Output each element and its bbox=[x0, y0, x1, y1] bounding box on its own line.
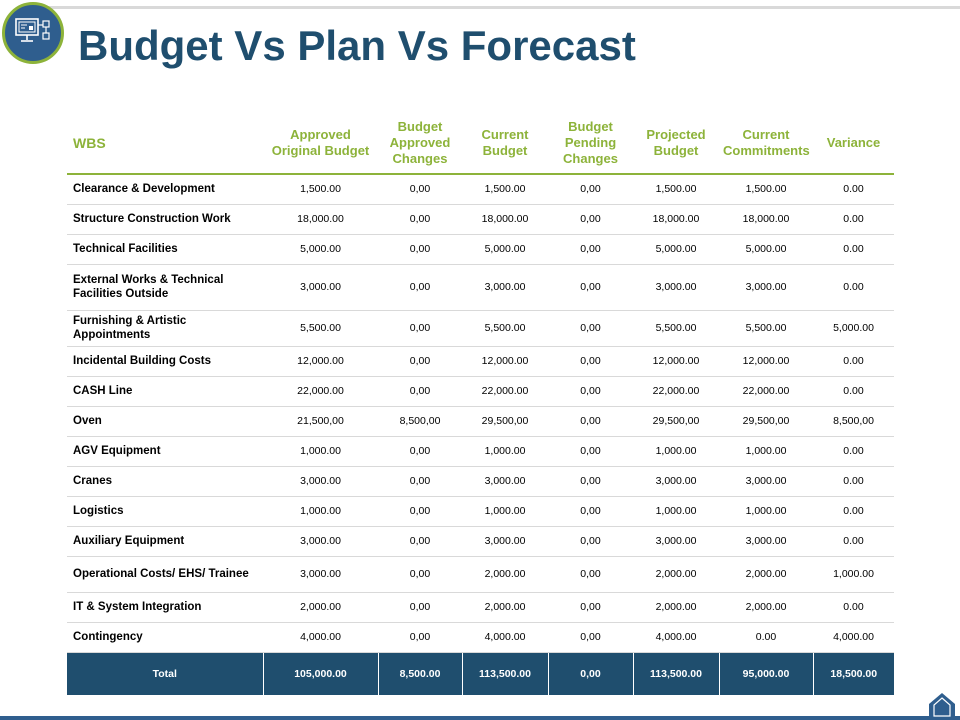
table-cell: 1,000.00 bbox=[813, 556, 894, 592]
wbs-item-name: Cranes bbox=[67, 466, 263, 496]
wbs-item-name: Structure Construction Work bbox=[67, 204, 263, 234]
table-cell: 1,000.00 bbox=[263, 436, 378, 466]
table-cell: 0,00 bbox=[378, 556, 462, 592]
total-cell: 0,00 bbox=[548, 652, 633, 695]
table-cell: 4,000.00 bbox=[263, 622, 378, 652]
table-cell: 2,000.00 bbox=[719, 556, 813, 592]
table-cell: 5,500.00 bbox=[462, 310, 548, 346]
table-cell: 5,000.00 bbox=[263, 234, 378, 264]
table-cell: 29,500,00 bbox=[462, 406, 548, 436]
table-cell: 1,000.00 bbox=[263, 496, 378, 526]
total-cell: 95,000.00 bbox=[719, 652, 813, 695]
table-cell: 0.00 bbox=[813, 346, 894, 376]
table-cell: 1,500.00 bbox=[719, 174, 813, 204]
wbs-item-name: CASH Line bbox=[67, 376, 263, 406]
wbs-item-name: IT & System Integration bbox=[67, 592, 263, 622]
table-cell: 2,000.00 bbox=[633, 592, 719, 622]
table-row bbox=[67, 406, 894, 436]
table-cell: 1,000.00 bbox=[633, 436, 719, 466]
page-title: Budget Vs Plan Vs Forecast bbox=[78, 22, 636, 69]
table-cell: 4,000.00 bbox=[813, 622, 894, 652]
table-cell: 0.00 bbox=[813, 496, 894, 526]
table-cell: 3,000.00 bbox=[462, 264, 548, 310]
table-cell: 2,000.00 bbox=[462, 592, 548, 622]
table-cell: 3,000.00 bbox=[719, 264, 813, 310]
wbs-item-name: Contingency bbox=[67, 622, 263, 652]
top-divider bbox=[40, 6, 960, 9]
table-cell: 3,000.00 bbox=[633, 264, 719, 310]
table-cell: 0,00 bbox=[378, 376, 462, 406]
table-row bbox=[67, 592, 894, 622]
table-row bbox=[67, 264, 894, 310]
table-cell: 0,00 bbox=[378, 526, 462, 556]
total-row bbox=[67, 652, 894, 695]
table-cell: 0,00 bbox=[378, 234, 462, 264]
table-cell: 4,000.00 bbox=[462, 622, 548, 652]
table-row bbox=[67, 376, 894, 406]
table-cell: 21,500,00 bbox=[263, 406, 378, 436]
wbs-item-name: Oven bbox=[67, 406, 263, 436]
table-row bbox=[67, 234, 894, 264]
table-cell: 12,000.00 bbox=[633, 346, 719, 376]
table-cell: 2,000.00 bbox=[462, 556, 548, 592]
table-cell: 0.00 bbox=[813, 264, 894, 310]
table-cell: 1,500.00 bbox=[263, 174, 378, 204]
table-cell: 5,000.00 bbox=[462, 234, 548, 264]
home-icon[interactable] bbox=[928, 692, 956, 720]
table-row bbox=[67, 436, 894, 466]
table-cell: 0,00 bbox=[378, 466, 462, 496]
table-cell: 0,00 bbox=[548, 592, 633, 622]
table-cell: 0,00 bbox=[548, 174, 633, 204]
table-cell: 0.00 bbox=[813, 204, 894, 234]
column-header: WBS bbox=[67, 113, 263, 174]
table-cell: 8,500,00 bbox=[378, 406, 462, 436]
table-cell: 0.00 bbox=[813, 592, 894, 622]
table-cell: 3,000.00 bbox=[263, 556, 378, 592]
table-cell: 5,500.00 bbox=[719, 310, 813, 346]
table-row bbox=[67, 204, 894, 234]
table-cell: 1,500.00 bbox=[462, 174, 548, 204]
table-row bbox=[67, 496, 894, 526]
table-cell: 22,000.00 bbox=[633, 376, 719, 406]
table-cell: 5,500.00 bbox=[633, 310, 719, 346]
table-cell: 0,00 bbox=[378, 436, 462, 466]
column-header: Current Commitments bbox=[719, 113, 813, 174]
table-cell: 29,500,00 bbox=[719, 406, 813, 436]
total-cell: 113,500.00 bbox=[462, 652, 548, 695]
column-header: Variance bbox=[813, 113, 894, 174]
table-cell: 0,00 bbox=[378, 346, 462, 376]
table-cell: 3,000.00 bbox=[263, 526, 378, 556]
table-cell: 0,00 bbox=[378, 174, 462, 204]
table-cell: 3,000.00 bbox=[633, 466, 719, 496]
table-cell: 12,000.00 bbox=[263, 346, 378, 376]
wbs-item-name: Technical Facilities bbox=[67, 234, 263, 264]
wbs-item-name: AGV Equipment bbox=[67, 436, 263, 466]
table-cell: 22,000.00 bbox=[263, 376, 378, 406]
table-cell: 0,00 bbox=[548, 496, 633, 526]
total-cell: 18,500.00 bbox=[813, 652, 894, 695]
column-header: Budget Approved Changes bbox=[378, 113, 462, 174]
table-cell: 2,000.00 bbox=[263, 592, 378, 622]
table-cell: 0.00 bbox=[813, 376, 894, 406]
table-cell: 2,000.00 bbox=[719, 592, 813, 622]
table-row bbox=[67, 346, 894, 376]
table-cell: 18,000.00 bbox=[462, 204, 548, 234]
table-cell: 0,00 bbox=[548, 466, 633, 496]
column-header: Projected Budget bbox=[633, 113, 719, 174]
total-cell: 105,000.00 bbox=[263, 652, 378, 695]
table-cell: 4,000.00 bbox=[633, 622, 719, 652]
table-cell: 0,00 bbox=[548, 526, 633, 556]
table-cell: 18,000.00 bbox=[719, 204, 813, 234]
table-cell: 0,00 bbox=[548, 622, 633, 652]
table-cell: 0,00 bbox=[548, 234, 633, 264]
table-cell: 29,500,00 bbox=[633, 406, 719, 436]
table-cell: 1,000.00 bbox=[719, 436, 813, 466]
table-cell: 0,00 bbox=[548, 436, 633, 466]
table-cell: 0.00 bbox=[719, 622, 813, 652]
wbs-item-name: Logistics bbox=[67, 496, 263, 526]
table-cell: 0.00 bbox=[813, 466, 894, 496]
table-cell: 5,500.00 bbox=[263, 310, 378, 346]
table-cell: 0,00 bbox=[378, 204, 462, 234]
table-cell: 0,00 bbox=[548, 556, 633, 592]
column-header: Budget Pending Changes bbox=[548, 113, 633, 174]
table-cell: 0,00 bbox=[378, 622, 462, 652]
total-label: Total bbox=[67, 652, 263, 695]
column-header: Approved Original Budget bbox=[263, 113, 378, 174]
table-cell: 0,00 bbox=[378, 264, 462, 310]
table-cell: 3,000.00 bbox=[719, 526, 813, 556]
table-cell: 3,000.00 bbox=[462, 526, 548, 556]
table-cell: 3,000.00 bbox=[462, 466, 548, 496]
table-cell: 1,000.00 bbox=[719, 496, 813, 526]
table-cell: 0,00 bbox=[548, 264, 633, 310]
table-cell: 22,000.00 bbox=[462, 376, 548, 406]
table-cell: 0,00 bbox=[548, 204, 633, 234]
table-cell: 5,000.00 bbox=[633, 234, 719, 264]
table-cell: 0,00 bbox=[378, 310, 462, 346]
table-cell: 1,500.00 bbox=[633, 174, 719, 204]
bottom-divider bbox=[0, 716, 960, 720]
table-cell: 0.00 bbox=[813, 436, 894, 466]
wbs-item-name: Clearance & Development bbox=[67, 174, 263, 204]
table-cell: 3,000.00 bbox=[633, 526, 719, 556]
table-row bbox=[67, 310, 894, 346]
table-cell: 0.00 bbox=[813, 174, 894, 204]
budget-table bbox=[67, 113, 894, 695]
table-cell: 1,000.00 bbox=[462, 436, 548, 466]
wbs-item-name: Operational Costs/ EHS/ Trainee bbox=[67, 556, 263, 592]
table-cell: 12,000.00 bbox=[462, 346, 548, 376]
computer-network-icon bbox=[2, 2, 64, 64]
total-cell: 8,500.00 bbox=[378, 652, 462, 695]
wbs-item-name: External Works & Technical Facilities Outside bbox=[67, 264, 263, 310]
table-cell: 0,00 bbox=[548, 346, 633, 376]
table-cell: 5,000.00 bbox=[719, 234, 813, 264]
wbs-item-name: Incidental Building Costs bbox=[67, 346, 263, 376]
column-header: Current Budget bbox=[462, 113, 548, 174]
table-cell: 8,500,00 bbox=[813, 406, 894, 436]
table-row bbox=[67, 174, 894, 204]
table-cell: 0,00 bbox=[548, 376, 633, 406]
table-cell: 18,000.00 bbox=[263, 204, 378, 234]
table-cell: 0,00 bbox=[378, 496, 462, 526]
table-header-row bbox=[67, 113, 894, 174]
table-cell: 3,000.00 bbox=[263, 264, 378, 310]
table-cell: 0.00 bbox=[813, 526, 894, 556]
table-cell: 12,000.00 bbox=[719, 346, 813, 376]
table-cell: 22,000.00 bbox=[719, 376, 813, 406]
table-cell: 18,000.00 bbox=[633, 204, 719, 234]
total-cell: 113,500.00 bbox=[633, 652, 719, 695]
table-row bbox=[67, 466, 894, 496]
table-cell: 1,000.00 bbox=[633, 496, 719, 526]
wbs-item-name: Furnishing & Artistic Appointments bbox=[67, 310, 263, 346]
table-cell: 0,00 bbox=[378, 592, 462, 622]
table-cell: 3,000.00 bbox=[719, 466, 813, 496]
table-cell: 0,00 bbox=[548, 406, 633, 436]
table-cell: 0,00 bbox=[548, 310, 633, 346]
table-cell: 1,000.00 bbox=[462, 496, 548, 526]
table-cell: 0.00 bbox=[813, 234, 894, 264]
table-cell: 2,000.00 bbox=[633, 556, 719, 592]
table-cell: 5,000.00 bbox=[813, 310, 894, 346]
table-cell: 3,000.00 bbox=[263, 466, 378, 496]
wbs-item-name: Auxiliary Equipment bbox=[67, 526, 263, 556]
table-row bbox=[67, 622, 894, 652]
table-row bbox=[67, 526, 894, 556]
table-row bbox=[67, 556, 894, 592]
